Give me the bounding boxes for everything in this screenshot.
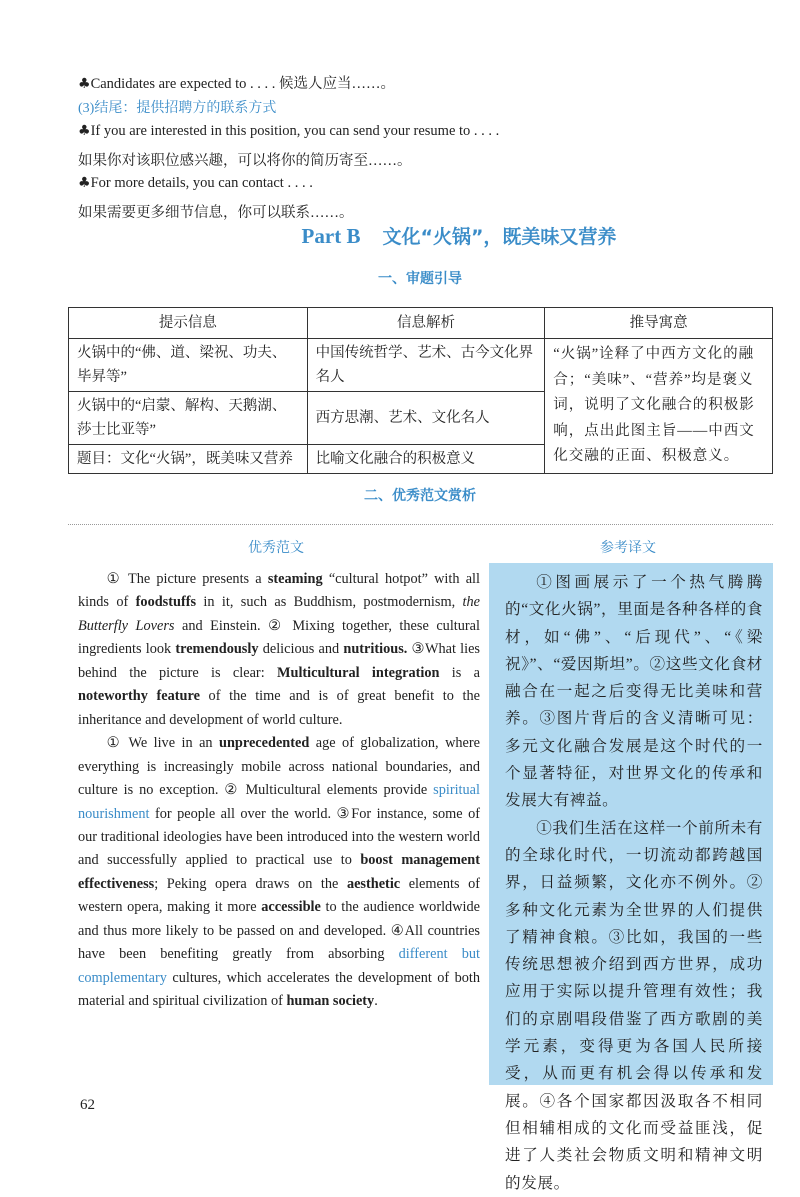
key-phrase: aesthetic: [346, 875, 401, 892]
table-header-row: [69, 308, 773, 339]
key-phrase: Multicultural integration: [277, 664, 440, 681]
club-icon: ♣: [78, 175, 91, 191]
key-phrase: nutritious.: [343, 641, 408, 658]
essay-text: and Einstein. ② Mixing together, these cultural ingredients look: [78, 617, 480, 658]
table-cell: 西方思潮、艺术、文化名人: [307, 392, 545, 445]
table-header: 推导寓意: [545, 308, 773, 339]
essay-text: elements of western opera, making it more: [78, 875, 480, 916]
dotted-divider: [68, 524, 773, 525]
phrase-text: If you are interested in this position, you can send your resume to . . . .: [90, 123, 500, 139]
essay-text: is a: [439, 664, 480, 681]
essay-text: ③What lies behind the picture is clear:: [78, 641, 481, 681]
table-row: [69, 339, 773, 392]
translation-paragraph: ①我们生活在这样一个前所未有的全球化时代，一切流动都跨越国界，日益频繁，文化亦不例外。②多种文化元素为全世界的人们提供了精神食粮。③比如，我国的一些传统思想被介绍到西方世界，成功应用于实际以提升管理有效性；我们的京剧唱段借鉴了西方歌剧的美学元素，变得更为各国人民所接受，从而更有机会得以传承和发展。④各个国家都因汲取各不相同但相辅相成的文化而受益匪浅，促进了人类社会物质文明和精神文明的发展。: [505, 819, 763, 1192]
essay-text: ① We live in an: [106, 735, 220, 752]
essay-paragraph: [78, 732, 480, 1013]
subsection-heading: (3)结尾：提供招聘方的联系方式: [78, 101, 277, 116]
essay-text: “cultural hotpot” with all kinds of: [78, 571, 480, 611]
table-header: 信息解析: [307, 308, 545, 339]
page-number: 62: [80, 1097, 95, 1113]
essay-text: of the time and is of great benefit to the inheritance and development of world culture.: [78, 688, 480, 728]
phrase-text: For more details, you can contact . . . .: [90, 175, 313, 191]
part-heading: 文化“火锅”，既美味又营养: [382, 226, 617, 248]
table-cell: 中国传统哲学、艺术、古今文化界名人: [307, 339, 545, 392]
part-title: [0, 222, 800, 249]
part-label: Part B: [301, 224, 361, 248]
essay-text: ① The picture presents a: [106, 571, 268, 587]
phrase-text: Candidates are expected to . . . . 候选人应当……。: [90, 76, 395, 92]
highlighted-phrase: spiritual nourishment: [78, 782, 480, 822]
phrase-line: [78, 175, 313, 192]
essay-paragraph: [78, 568, 480, 732]
key-phrase: accessible: [261, 899, 321, 916]
essay-text: delicious and: [258, 641, 344, 658]
title-phrase: the Butterfly Lovers: [78, 594, 480, 634]
translation-box: [489, 563, 773, 1192]
key-phrase: steaming: [267, 571, 323, 587]
essay-text: .: [374, 993, 378, 1010]
essay-text: in it, such as Buddhism, postmodernism,: [196, 594, 463, 611]
table-cell-merged: “火锅”诠释了中西方文化的融合；“美味”、“营养”均是褒义词，说明了文化融合的积极影响，点出此图主旨——中西文化交融的正面、积极意义。: [545, 339, 773, 474]
table-cell: 题目：文化“火锅”，既美味又营养: [69, 445, 308, 474]
club-icon: ♣: [78, 76, 91, 92]
club-icon: ♣: [78, 123, 91, 139]
table-header: 提示信息: [69, 308, 308, 339]
phrase-translation: 如果需要更多细节信息，你可以联系……。: [78, 205, 354, 221]
highlighted-phrase: different but complementary: [78, 946, 480, 986]
key-phrase: boost management effectiveness: [78, 852, 480, 892]
essay-column-title: 优秀范文: [248, 541, 304, 556]
table-cell: 火锅中的“启蒙、解构、天鹅湖、莎士比亚等”: [69, 392, 308, 445]
key-phrase: tremendously: [175, 641, 259, 658]
section-heading-guide: 一、审题引导: [378, 271, 462, 287]
analysis-table: [68, 307, 773, 474]
key-phrase: human society: [286, 993, 375, 1010]
translation-paragraph: ①图画展示了一个热气腾腾的“文化火锅”，里面是各种各样的食材，如“佛”、“后现代”、“《梁祝》”、“爱因斯坦”。②这些文化食材融合在一起之后变得无比美味和营养。③图片背后的含义清晰可见：多元文化融合发展是这个时代的一个显著特征，对世界文化的传承和发展大有裨益。: [505, 574, 763, 810]
phrase-line: [78, 123, 499, 140]
phrase-translation: 如果你对该职位感兴趣，可以将你的简历寄至……。: [78, 153, 412, 169]
essay-text: cultures, which accelerates the development of both material and spiritual civilization of: [78, 969, 480, 1010]
model-essay: [78, 568, 480, 1014]
key-phrase: noteworthy feature: [78, 688, 200, 705]
section-heading-essay: 二、优秀范文赏析: [364, 488, 476, 504]
essay-text: age of globalization, where everything is increasingly mobile across national boundaries, and culture is no exception. ② Multicultural elements provide: [78, 735, 480, 799]
phrase-line: [78, 72, 395, 93]
essay-text: for people all over the world. ③For instance, some of our traditional ideologies have been introduced into the western world and successfully applied to practical use to: [78, 805, 480, 869]
table-cell: 火锅中的“佛、道、梁祝、功夫、毕昇等”: [69, 339, 308, 392]
translation-column-title: 参考译文: [600, 541, 656, 556]
key-phrase: unprecedented: [219, 735, 310, 752]
essay-text: ; Peking opera draws on the: [154, 875, 347, 892]
essay-text: to the audience worldwide and thus more likely to be passed on and developed. ④All countries have been benefiting greatly from absorbing: [78, 899, 480, 963]
table-cell: 比喻文化融合的积极意义: [307, 445, 545, 474]
key-phrase: foodstuffs: [135, 594, 197, 611]
